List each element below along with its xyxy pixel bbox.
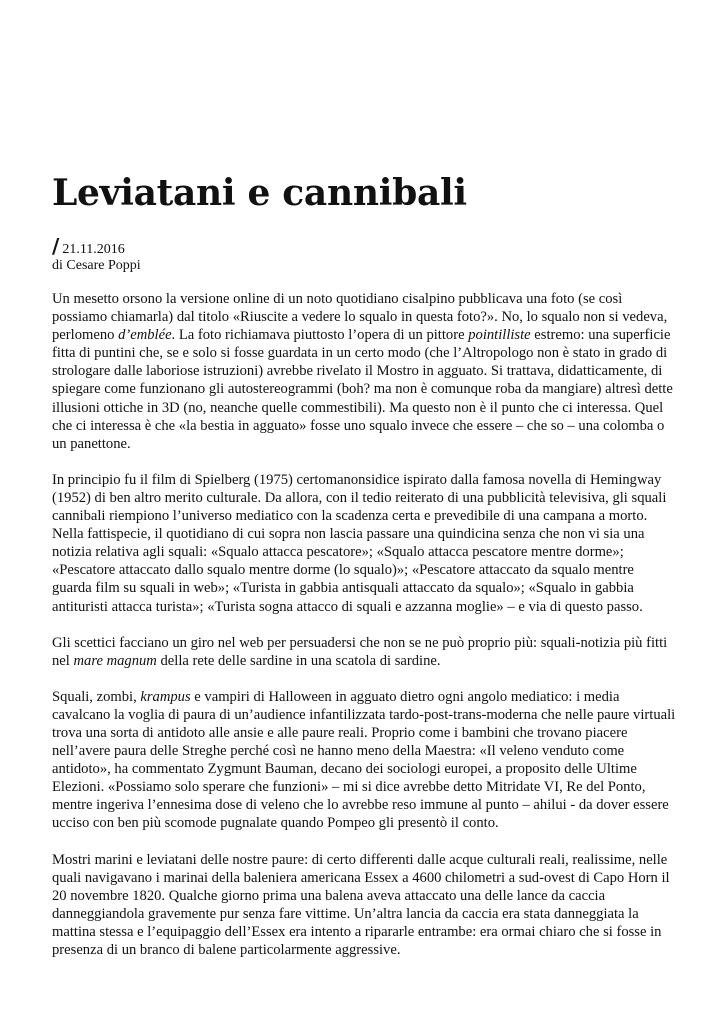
article-byline: di Cesare Poppi [52,258,141,273]
article-body [52,290,676,959]
text-run: estremo: una superficie fitta di puntini che, se e solo si fosse guardata in un certo modo (che l’Altropologo non è stato in grado di strologare dalle laboriose istruzioni) avrebbe rivelato il Mostro in agguato. Si trattava, didatticamente, di spiegare come funzionano gli autostereogrammi (boh? ma non è comunque roba da mangiare) altresì dette illusioni ottiche in 3D (no, neanche quelle commestibili). Ma questo non è il punto che ci interessa. Quel che ci interessa è che «la bestia in agguato» fosse uno squalo invece che essere – che so – una colomba o un panettone. [52,327,673,452]
paragraph [52,634,676,670]
paragraph [52,851,676,960]
italic-text: mare magnum [73,652,157,669]
paragraph [52,688,676,833]
article-date: 21.11.2016 [62,242,125,257]
text-run: Mostri marini e leviatani delle nostre paure: di certo differenti dalle acque culturali reali, realissime, nelle quali navigavano i marinai della baleniera americana Essex a 4600 chilometri a sud-ovest di Capo Horn il 20 novembre 1820. Qualche giorno prima una balena aveva attaccato una delle lance da caccia danneggiandola gravemente pur senza fare vittime. Un’altra lancia da caccia era stata danneggiata la mattina stessa e l’equipaggio dell’Essex era intento a ripararle entrambe: era ormai chiaro che si fosse in presenza di un branco di balene particolarmente aggressive. [52,851,670,958]
article-title: Leviatani e cannibali [52,172,467,214]
text-run: Un mesetto orsono la versione online di un noto quotidiano cisalpino pubblicava una foto (se così possiamo chiamarla) dal titolo «Riuscite a vedere lo squalo in questa foto?». No, lo squalo non si vedeva, perlomeno [52,291,668,344]
date-line [52,234,141,258]
italic-text: d’emblée [118,327,172,344]
italic-text: pointilliste [468,327,531,344]
article-meta [52,234,141,274]
paragraph [52,290,676,453]
text-run: In principio fu il film di Spielberg (1975) certomanonsidice ispirato dalla famosa novella di Hemingway (1952) di ben altro merito culturale. Da allora, con il tedio reiterato di una pubblicità televisiva, gli squali cannibali riempiono l’universo mediatico con la scadenza certa e prevedibile di una campana a morto. Nella fattispecie, il quotidiano di cui sopra non lascia passare una quindicina senza che non vi sia una notizia relativa agli squali: «Squalo attacca pescatore»; «Squalo attacca pescatore mentre dorme»; «Pescatore attaccato dallo squalo mentre dorme (lo squalo)»; «Pescatore attaccato da squalo mentre guarda film su squali in web»; «Turista in gabbia antisquali attaccato da squalo»; «Squalo in gabbia antituristi attacca turista»; «Turista sogna attacco di squali e azzanna moglie» – e via di questo passo. [52,471,667,615]
text-run: della rete delle sardine in una scatola di sardine. [156,652,441,669]
text-run: . La foto richiamava piuttosto l’opera di un pittore [171,327,469,344]
text-run: Squali, zombi, [52,688,141,705]
paragraph [52,471,676,616]
date-separator: / [52,234,60,258]
text-run: Gli scettici facciano un giro nel web per persuadersi che non se ne può proprio più: squali-notizia più fitti nel [52,634,668,669]
text-run: e vampiri di Halloween in agguato dietro ogni angolo mediatico: i media cavalcano la voglia di paura di un’audience infantilizzata tardo-post-trans-moderna che nelle paure virtuali trova una sorta di antidoto alle ansie e alle paure reali. Proprio come i bambini che trovano piacere nell’avere paura delle Streghe perché così ne hanno meno della Maestra: «Il veleno venduto come antidoto», ha commentato Zygmunt Bauman, decano dei sociologi europei, a proposito delle Ultime Elezioni. «Possiamo solo sperare che funzioni» – mi si dice avrebbe detto Mitridate VI, Re del Ponto, mentre ingeriva l’ennesima dose di veleno che lo avrebbe reso immune al punto – ahilui - da dover essere ucciso con ben più scomode pugnalate quando Pompeo gli presentò il conto. [52,688,676,832]
italic-text: krampus [140,688,191,705]
